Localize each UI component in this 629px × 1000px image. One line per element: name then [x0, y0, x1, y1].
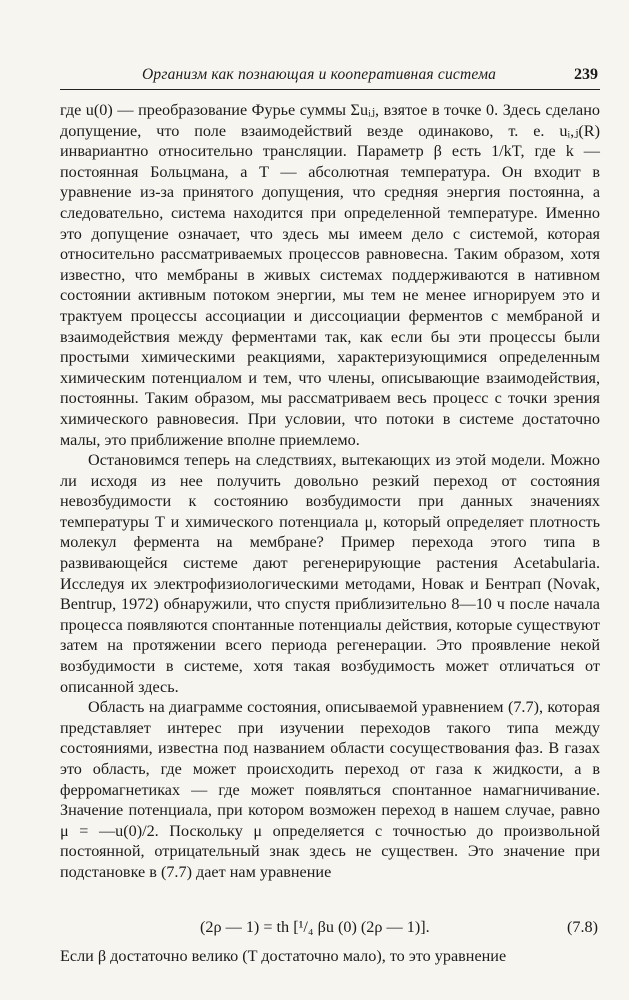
closing-line: Если β достаточно велико (T достаточно мало), то это уравнение [60, 947, 507, 965]
paragraph-1: где u(0) — преобразование Фурье суммы Σuᵢⱼ, взятое в точке 0. Здесь сделано допущение, что поле взаимодействий везде одинаково, т. е. uᵢ,ⱼ(R) инвариантно относительно трансляции. Параметр β есть 1/kT, где k — постоянная Больцмана, а T — абсолютная температура. Он входит в уравнение из-за принятого допущения, что средняя энергия постоянна, а следовательно, система находится при определенной температуре. Именно это допущение означает, что здесь мы имеем дело с системой, которая относительно рассматриваемых процессов равновесна. Таким образом, хотя известно, что мембраны в живых системах поддерживаются в нативном состоянии активным потоком энергии, мы тем не менее игнорируем это и трактуем процессы ассоциации и диссоциации ферментов с мембраной и взаимодействия между ферментами так, как если бы эти процессы были простыми химическими реакциями, характеризующимися определенным химическим потенциалом и тем, что члены, описывающие взаимодействия, постоянны. Таким образом, мы рассматриваем весь процесс с точки зрения химического равновесия. При условии, что потоки в системе достаточно малы, это приближение вполне приемлемо. [60, 101, 600, 449]
body-text [60, 100, 600, 883]
page-header [60, 66, 600, 84]
page-number: 239 [574, 66, 598, 83]
equation-number: (7.8) [566, 918, 598, 936]
paragraph-3: Область на диаграмме состояния, описываемой уравнением (7.7), которая представляет интерес при изучении переходов такого типа между состояниями, известна под названием области сосуществования фаз. В газах это область, где может происходить переход от газа к жидкости, а в ферромагнетиках — где может появляться спонтанное намагничивание. Значение потенциала, при котором возможен переход в нашем случае, равно μ = —u(0)/2. Поскольку μ определяется с точностью до произвольной постоянной, отрицательный знак здесь не существен. Это значение при подстановке в (7.7) дает нам уравнение [60, 698, 600, 881]
header-rule [60, 89, 600, 90]
paragraph-2: Остановимся теперь на следствиях, вытекающих из этой модели. Можно ли исходя из нее получить довольно резкий переход от состояния невозбудимости к состоянию возбудимости при данных значениях температуры T и химического потенциала μ, который определяет плотность молекул фермента на мембране? Пример перехода этого типа в развивающейся системе дают регенерирующие растения Acetabularia. Исследуя их электрофизиологическими методами, Новак и Бентрап (Novak, Bentrup, 1972) обнаружили, что спустя приблизительно 8—10 ч после начала процесса появляются спонтанные потенциалы действия, которые существуют затем на протяжении всего периода регенерации. Это проявление некой возбудимости в системе, хотя такая возбудимость может отличаться от описанной здесь. [60, 451, 600, 696]
running-title: Организм как познающая и кооперативная система [142, 66, 497, 83]
equation-formula: (2ρ — 1) = th [¹/₄ βu (0) (2ρ — 1)]. [200, 918, 430, 936]
